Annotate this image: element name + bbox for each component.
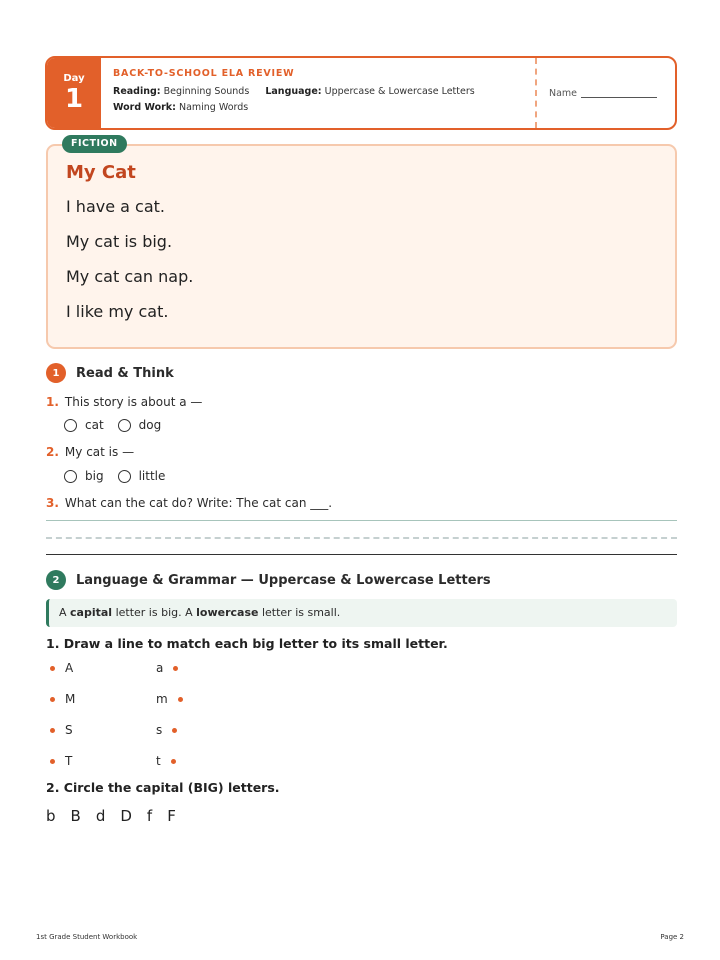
footer-page-number: Page 2 (660, 933, 684, 941)
matching-instruction: 1. Draw a line to match each big letter to its small letter. (46, 636, 448, 651)
grammar-tip (46, 599, 677, 627)
section-divider (46, 554, 677, 555)
story-line: My cat can nap. (66, 267, 194, 286)
wordwork-value: Naming Words (178, 102, 249, 113)
story-title: My Cat (66, 162, 136, 183)
match-row (50, 754, 250, 770)
radio-circle[interactable] (118, 470, 131, 483)
question-2-options (64, 469, 179, 483)
circle-instruction: 2. Circle the capital (BIG) letters. (46, 780, 280, 795)
match-row (50, 723, 250, 739)
letter-choice[interactable]: f (146, 807, 153, 825)
day-label: Day (63, 73, 85, 84)
question-number: 2. (46, 445, 59, 459)
lowercase-letter: s (156, 723, 163, 737)
section-title: Language & Grammar — Uppercase & Lowercase Letters (76, 572, 491, 588)
section-read-think-header (46, 363, 174, 383)
tip-text: A (59, 606, 71, 619)
option-label: dog (138, 418, 162, 432)
section-language-grammar-header (46, 570, 491, 590)
uppercase-letter: A (65, 661, 74, 675)
match-row (50, 692, 250, 708)
section-title: Read & Think (76, 365, 174, 381)
option-label: big (85, 469, 104, 483)
tip-keyword-capital: capital (70, 606, 113, 619)
match-dot-right[interactable] (173, 666, 178, 671)
option-big[interactable] (64, 469, 104, 483)
option-label: cat (85, 418, 104, 432)
day-number: 1 (64, 84, 84, 114)
letter-choice[interactable]: B (70, 807, 81, 825)
option-label: little (138, 469, 166, 483)
dashed-guide-line (46, 537, 677, 539)
question-text: This story is about a — (64, 395, 203, 409)
match-dot-left[interactable] (50, 759, 55, 764)
lesson-wordwork (113, 100, 523, 116)
match-dot-left[interactable] (50, 728, 55, 733)
letter-choice[interactable]: b (46, 807, 56, 825)
uppercase-letter: S (65, 723, 73, 737)
lesson-header (45, 56, 677, 130)
question-2 (46, 445, 134, 459)
letter-choice[interactable]: d (95, 807, 106, 825)
lesson-topics (113, 84, 523, 100)
question-text: What can the cat do? Write: The cat can ___. (64, 496, 333, 510)
genre-badge: FICTION (62, 135, 127, 153)
name-label: Name (549, 87, 578, 99)
tip-keyword-lowercase: lowercase (196, 606, 259, 619)
question-1-options (64, 418, 175, 432)
answer-writing-line[interactable] (46, 520, 677, 521)
option-cat[interactable] (64, 418, 104, 432)
tip-text: letter is big. A (112, 606, 197, 619)
name-field[interactable] (535, 58, 675, 128)
match-dot-left[interactable] (50, 666, 55, 671)
lesson-title: BACK-TO-SCHOOL ELA REVIEW (113, 68, 295, 79)
match-dot-right[interactable] (178, 697, 183, 702)
lowercase-letter: a (156, 661, 164, 675)
match-dot-left[interactable] (50, 697, 55, 702)
reading-value: Beginning Sounds (163, 86, 250, 97)
story-line: My cat is big. (66, 232, 173, 251)
match-row (50, 661, 250, 677)
lowercase-letter: t (156, 754, 161, 768)
option-dog[interactable] (118, 418, 162, 432)
radio-circle[interactable] (64, 470, 77, 483)
tip-text: letter is small. (258, 606, 341, 619)
radio-circle[interactable] (64, 419, 77, 432)
language-value: Uppercase & Lowercase Letters (324, 86, 475, 97)
story-line: I have a cat. (66, 197, 165, 216)
question-number: 3. (46, 496, 59, 510)
section-number-badge: 2 (46, 570, 66, 590)
question-number: 1. (46, 395, 59, 409)
lowercase-letter: m (156, 692, 168, 706)
wordwork-label: Word Work: (113, 102, 176, 113)
question-1 (46, 395, 202, 409)
story-box (46, 144, 677, 349)
section-number-badge: 1 (46, 363, 66, 383)
day-badge (47, 58, 101, 128)
reading-label: Reading: (113, 86, 161, 97)
question-3 (46, 496, 332, 510)
language-label: Language: (265, 86, 322, 97)
letter-choice[interactable]: D (120, 807, 132, 825)
match-dot-right[interactable] (172, 728, 177, 733)
uppercase-letter: M (65, 692, 76, 706)
radio-circle[interactable] (118, 419, 131, 432)
uppercase-letter: T (65, 754, 73, 768)
story-line: I like my cat. (66, 302, 169, 321)
name-blank[interactable] (581, 88, 657, 98)
question-text: My cat is — (64, 445, 135, 459)
letter-choices (46, 807, 191, 825)
lesson-info (101, 58, 535, 128)
option-little[interactable] (118, 469, 166, 483)
match-dot-right[interactable] (171, 759, 176, 764)
letter-choice[interactable]: F (167, 807, 176, 825)
footer-workbook-title: 1st Grade Student Workbook (36, 933, 138, 941)
